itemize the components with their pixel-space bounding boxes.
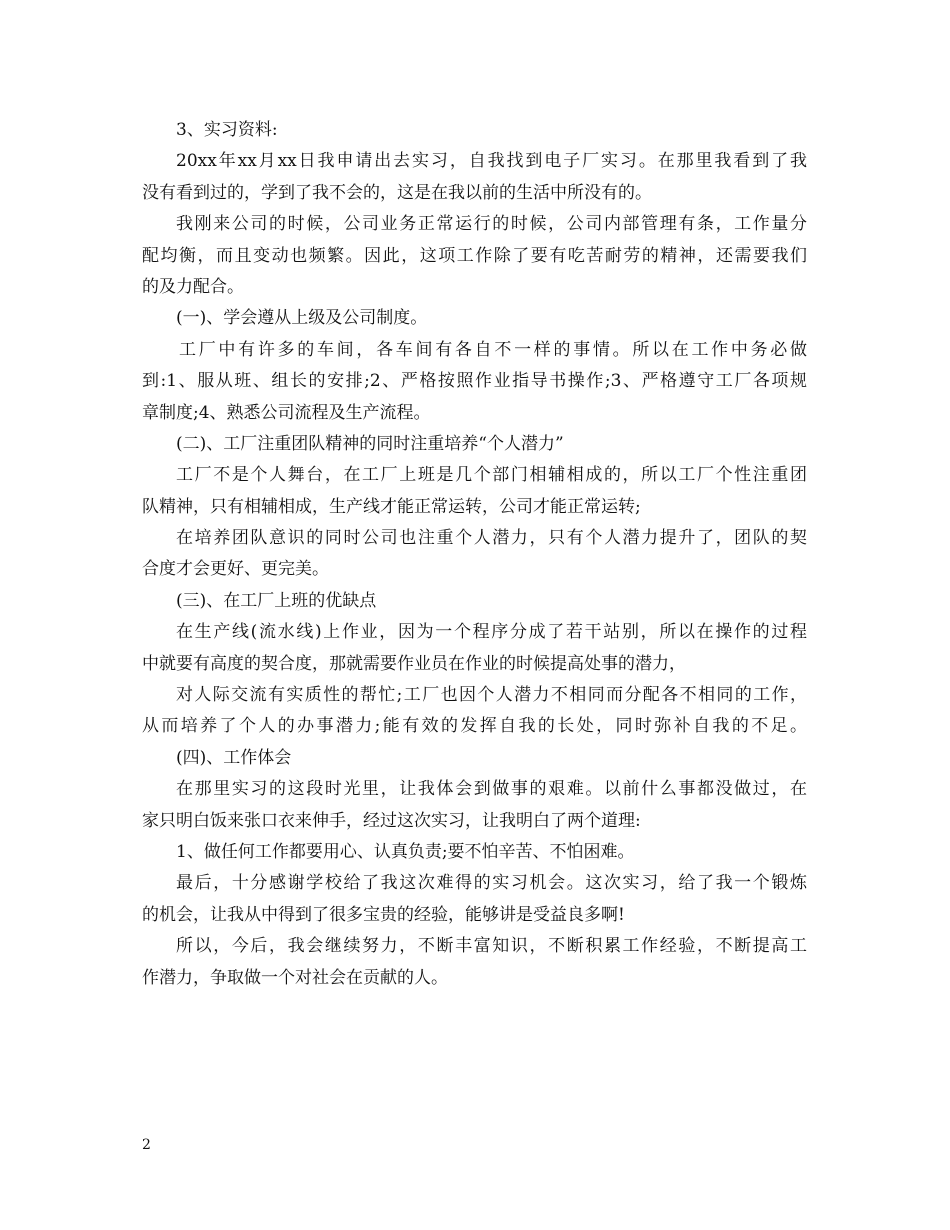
text-line: 配均衡，而且变动也频繁。因此，这项工作除了要有吃苦耐劳的精神，还需要我们 bbox=[142, 245, 807, 266]
text-line: 1、做任何工作都要用心、认真负责;要不怕辛苦、不怕困难。 bbox=[176, 841, 635, 862]
document-body bbox=[142, 115, 807, 994]
text-line: (三)、在工厂上班的优缺点 bbox=[176, 590, 377, 611]
text-line: 工厂不是个人舞台，在工厂上班是几个部门相辅相成的，所以工厂个性注重团 bbox=[176, 465, 807, 486]
text-line: 没有看到过的，学到了我不会的，这是在我以前的生活中所没有的。 bbox=[142, 182, 652, 203]
text-line: 对人际交流有实质性的帮忙;工厂也因个人潜力不相同而分配各不相同的工作， bbox=[176, 685, 807, 706]
text-line: 工厂中有许多的车间，各车间有各自不一样的事情。所以在工作中务必做 bbox=[179, 339, 807, 360]
text-line: (四)、工作体会 bbox=[176, 747, 292, 768]
text-line: 我刚来公司的时候，公司业务正常运行的时候，公司内部管理有条，工作量分 bbox=[176, 214, 807, 235]
text-line: 所以，今后，我会继续努力，不断丰富知识，不断积累工作经验，不断提高工 bbox=[176, 936, 807, 957]
text-line: 在培养团队意识的同时公司也注重个人潜力，只有个人潜力提升了，团队的契 bbox=[176, 528, 807, 549]
text-line: 在生产线(流水线)上作业，因为一个程序分成了若干站别，所以在操作的过程 bbox=[176, 622, 807, 643]
text-line: 作潜力，争取做一个对社会在贡献的人。 bbox=[142, 967, 448, 988]
text-line: (一)、学会遵从上级及公司制度。 bbox=[176, 308, 428, 329]
text-line: 到:1、服从班、组长的安排;2、严格按照作业指导书操作;3、严格遵守工厂各项规 bbox=[142, 371, 807, 392]
text-line: 的机会，让我从中得到了很多宝贵的经验，能够讲是受益良多啊! bbox=[142, 904, 625, 925]
text-line: 队精神，只有相辅相成，生产线才能正常运转，公司才能正常运转; bbox=[142, 496, 641, 517]
text-line: 最后，十分感谢学校给了我这次难得的实习机会。这次实习，给了我一个锻炼 bbox=[176, 873, 807, 894]
text-line: 家只明白饭来张口衣来伸手，经过这次实习，让我明白了两个道理: bbox=[142, 810, 641, 831]
text-line: 章制度;4、熟悉公司流程及生产流程。 bbox=[142, 402, 431, 423]
text-line: 合度才会更好、更完美。 bbox=[142, 559, 329, 580]
text-line: (二)、工厂注重团队精神的同时注重培养“个人潜力” bbox=[176, 433, 564, 454]
text-line: 从而培养了个人的办事潜力;能有效的发挥自我的长处，同时弥补自我的不足。 bbox=[142, 716, 807, 737]
text-line: 3、实习资料: bbox=[176, 120, 278, 140]
page-number: 2 bbox=[142, 1137, 151, 1153]
text-line: 的及力配合。 bbox=[142, 276, 244, 297]
text-line: 中就要有高度的契合度，那就需要作业员在作业的时候提高处事的潜力， bbox=[142, 653, 686, 674]
text-line: 20xx年xx月xx日我申请出去实习，自我找到电子厂实习。在那里我看到了我 bbox=[176, 151, 807, 172]
text-line: 在那里实习的这段时光里，让我体会到做事的艰难。以前什么事都没做过，在 bbox=[176, 779, 807, 800]
